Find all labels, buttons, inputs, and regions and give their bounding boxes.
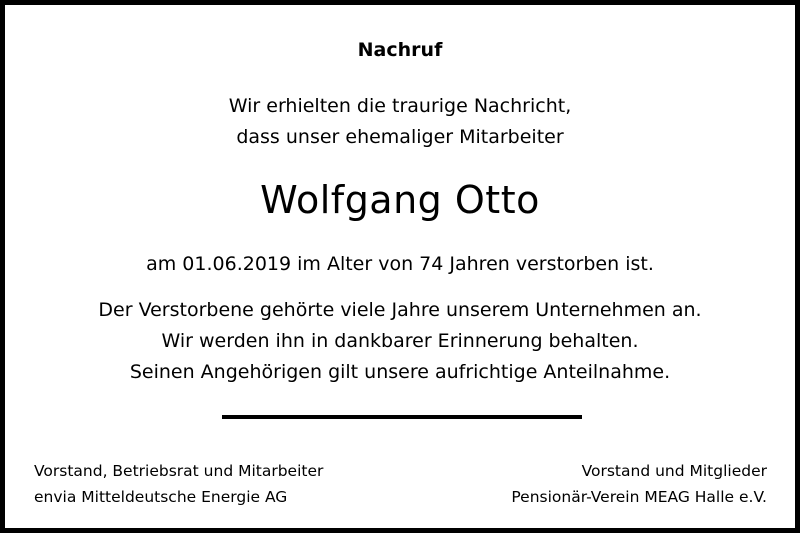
signature-left-line: envia Mitteldeutsche Energie AG <box>34 488 288 506</box>
signature-left <box>34 458 323 510</box>
condolence-text <box>5 295 795 388</box>
condolence-line: Wir werden ihn in dankbarer Erinnerung behalten. <box>161 330 639 352</box>
intro-line: dass unser ehemaliger Mitarbeiter <box>236 126 564 148</box>
condolence-line: Der Verstorbene gehörte viele Jahre unserem Unternehmen an. <box>98 299 702 321</box>
notice-heading: Nachruf <box>357 39 443 61</box>
signature-left-line: Vorstand, Betriebsrat und Mitarbeiter <box>34 462 324 480</box>
divider-line <box>222 415 582 419</box>
signature-right-line: Pensionär-Verein MEAG Halle e.V. <box>511 488 767 506</box>
signature-right <box>511 458 767 510</box>
death-date-line: am 01.06.2019 im Alter von 74 Jahren verstorben ist. <box>146 253 654 275</box>
signature-right-line: Vorstand und Mitglieder <box>581 462 767 480</box>
intro-line: Wir erhielten die traurige Nachricht, <box>228 95 572 117</box>
deceased-name: Wolfgang Otto <box>260 178 540 222</box>
intro-text <box>5 91 795 153</box>
condolence-line: Seinen Angehörigen gilt unsere aufrichtige Anteilnahme. <box>129 361 671 383</box>
